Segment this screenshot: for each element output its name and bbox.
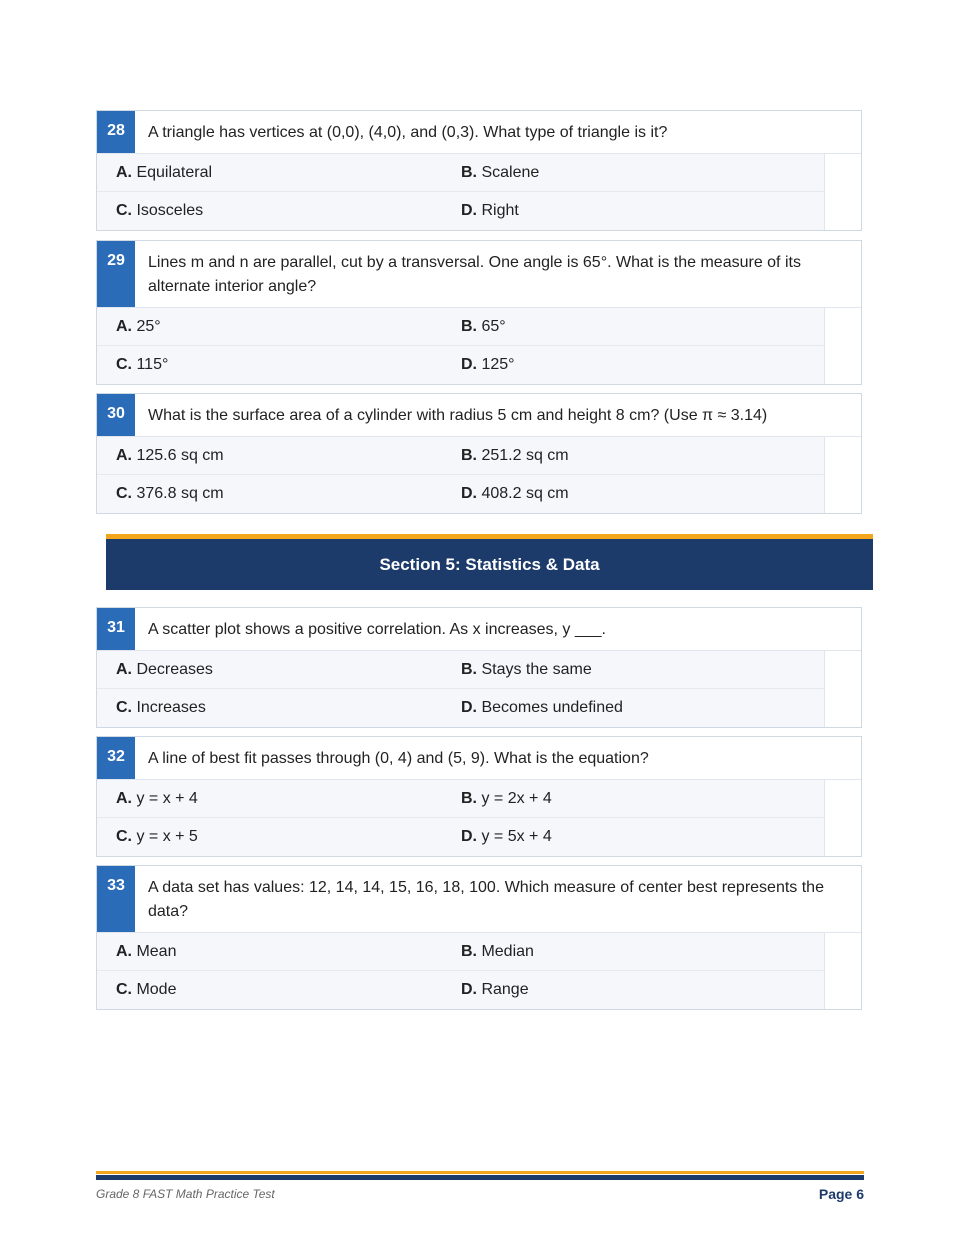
page-number: Page 6 (818, 1186, 864, 1202)
question-text: A triangle has vertices at (0,0), (4,0), and (0,3). What type of triangle is it? (148, 124, 668, 141)
option-c[interactable]: C. Mode (116, 981, 177, 998)
option-b[interactable]: B. 65° (461, 317, 506, 335)
footer-title: Grade 8 FAST Math Practice Test (96, 1187, 275, 1201)
question-number: 30 (97, 394, 135, 436)
footer-accent-line (96, 1171, 864, 1174)
question-31 (96, 607, 862, 728)
option-d[interactable]: D. 125° (461, 356, 515, 373)
option-d[interactable]: D. Range (461, 981, 529, 998)
option-b[interactable]: B. Scalene (461, 163, 540, 181)
option-c[interactable]: C. y = x + 5 (116, 828, 198, 845)
question-29 (96, 240, 862, 385)
question-text: A data set has values: 12, 14, 14, 15, 16, 18, 100. Which measure of center best represents the data? (148, 879, 824, 920)
section-header: Section 5: Statistics & Data (106, 534, 873, 590)
footer-primary-line (96, 1175, 864, 1180)
question-text: What is the surface area of a cylinder with radius 5 cm and height 8 cm? (Use π ≈ 3.14) (148, 407, 768, 424)
option-a[interactable]: A. Mean (116, 942, 177, 960)
option-d[interactable]: D. Becomes undefined (461, 699, 623, 716)
question-number: 33 (97, 866, 135, 932)
question-text: A scatter plot shows a positive correlation. As x increases, y ___. (148, 621, 606, 638)
question-number: 32 (97, 737, 135, 779)
option-c[interactable]: C. Increases (116, 699, 206, 716)
option-d[interactable]: D. Right (461, 202, 519, 219)
option-b[interactable]: B. y = 2x + 4 (461, 789, 552, 807)
option-a[interactable]: A. y = x + 4 (116, 789, 198, 807)
option-b[interactable]: B. Stays the same (461, 660, 592, 678)
option-b[interactable]: B. 251.2 sq cm (461, 446, 569, 464)
question-33 (96, 865, 862, 1010)
question-number: 29 (97, 241, 135, 307)
question-32 (96, 736, 862, 857)
option-c[interactable]: C. 115° (116, 356, 169, 373)
question-number: 31 (97, 608, 135, 650)
question-text: Lines m and n are parallel, cut by a transversal. One angle is 65°. What is the measure of its alternate interior angle? (148, 254, 801, 295)
question-text: A line of best fit passes through (0, 4) and (5, 9). What is the equation? (148, 750, 649, 767)
option-a[interactable]: A. Decreases (116, 660, 213, 678)
option-a[interactable]: A. 125.6 sq cm (116, 446, 224, 464)
option-c[interactable]: C. Isosceles (116, 202, 204, 219)
option-d[interactable]: D. 408.2 sq cm (461, 485, 569, 502)
option-c[interactable]: C. 376.8 sq cm (116, 485, 224, 502)
option-a[interactable]: A. 25° (116, 317, 161, 335)
option-a[interactable]: A. Equilateral (116, 163, 213, 181)
question-30 (96, 393, 862, 514)
option-d[interactable]: D. y = 5x + 4 (461, 828, 552, 845)
option-b[interactable]: B. Median (461, 942, 534, 960)
question-number: 28 (97, 111, 135, 153)
question-28 (96, 110, 862, 231)
